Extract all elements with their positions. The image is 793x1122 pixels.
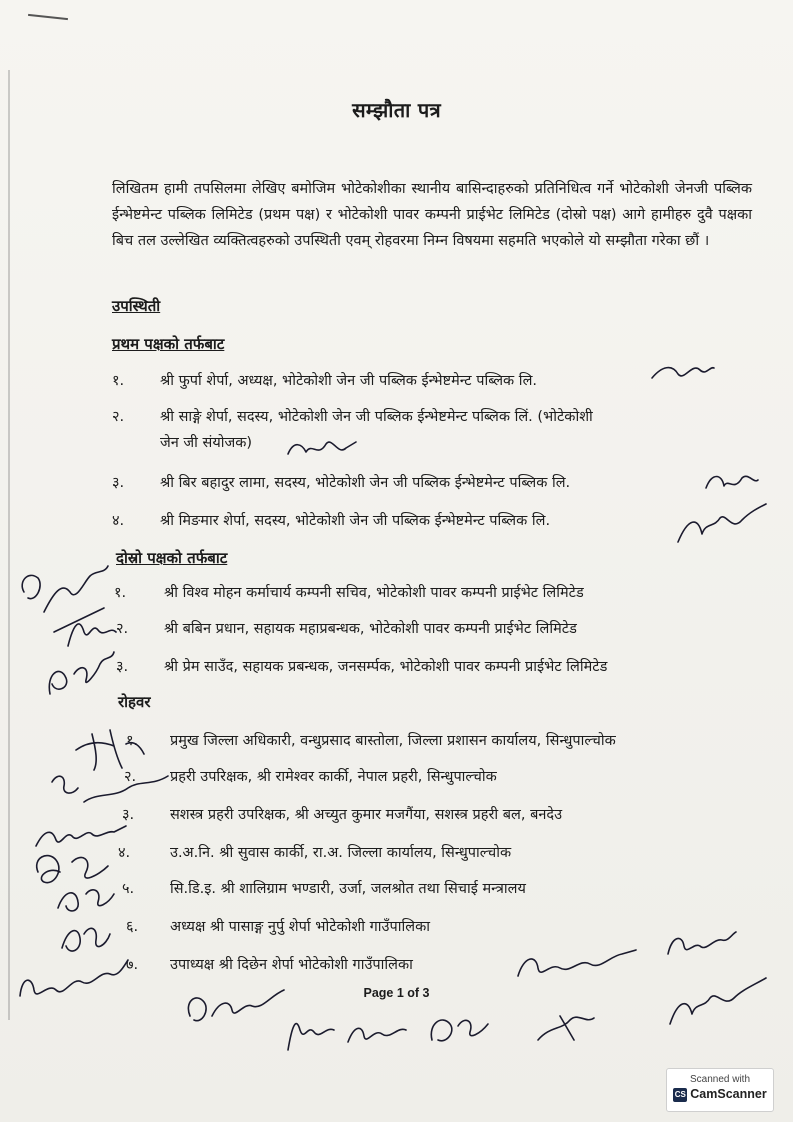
signature-bottom-1: [510, 940, 640, 990]
signature-bottom-6: [424, 1000, 494, 1050]
party1-heading: प्रथम पक्षको तर्फबाट: [112, 335, 225, 353]
page-number: Page 1 of 3: [363, 986, 430, 1000]
attendance-heading: उपस्थिती: [112, 297, 161, 315]
signature-party1-1: [648, 358, 718, 388]
item-text: श्री साङ्गे शेर्पा, सदस्य, भोटेकोशी जेन जी पब्लिक ईन्भेष्टमेन्ट पब्लिक लिं. (भोटेकोशी: [160, 409, 593, 425]
item-number: १.: [112, 373, 125, 389]
item-number: ३.: [122, 807, 135, 823]
witness-heading: रोहवर: [118, 693, 151, 711]
signature-witness-7: [12, 946, 132, 1016]
item-number: ७.: [126, 957, 139, 973]
item-text: श्री फुर्पा शेर्पा, अध्यक्ष, भोटेकोशी जेन जी पब्लिक ईन्भेष्टमेन्ट पब्लिक लि.: [160, 373, 538, 389]
signature-party1-4: [672, 498, 772, 552]
item-text: श्री प्रेम साउँद, सहायक प्रबन्धक, जनसर्म्पक, भोटेकोशी पावर कम्पनी प्राईभेट लिमिटेड: [164, 659, 608, 675]
item-number: २.: [116, 621, 129, 637]
badge-brand: CamScanner: [690, 1087, 767, 1101]
item-number: २.: [112, 409, 125, 425]
signature-bottom-4: [280, 1006, 340, 1056]
item-text: प्रहरी उपरिक्षक, श्री रामेश्वर कार्की, नेपाल प्रहरी, सिन्धुपाल्चोक: [170, 769, 497, 785]
party2-heading: दोस्रो पक्षको तर्फबाट: [116, 549, 228, 567]
signature-bottom-2: [660, 924, 740, 964]
item-text-continued: जेन जी संयोजक): [160, 435, 253, 451]
item-number: ३.: [116, 659, 129, 675]
signature-party2-3: [40, 644, 120, 704]
corner-mark: [28, 14, 68, 20]
item-text: सि.डि.इ. श्री शालिग्राम भण्डारी, उर्जा, जलश्रोत तथा सिचाई मन्त्रालय: [170, 881, 526, 897]
intro-paragraph: लिखितम हामी तपसिलमा लेखिए बमोजिम भोटेकोशीका स्थानीय बासिन्दाहरुको प्रतिनिधित्व गर्ने भोटेकोशी जेनजी पब्लिक ईन्भेष्टमेन्ट पब्लिक लिमिटेड (प्रथम पक्ष) र भोटेकोशी पावर कम्पनी प्राईभेट लिमिटेड (दोस्रो पक्ष) आगे हामीहरु दुवै पक्षका बिच तल उल्लेखित व्यक्तित्वहरुको उपस्थिती एवम् रोहवरमा निम्न विषयमा सहमति भएकोले यो सम्झौता गरेका छौं ।: [112, 181, 752, 249]
item-number: १.: [114, 585, 127, 601]
signature-party1-3: [702, 466, 762, 500]
item-text: श्री मिङमार शेर्पा, सदस्य, भोटेकोशी जेन जी पब्लिक ईन्भेष्टमेन्ट पब्लिक लि.: [160, 513, 551, 529]
item-text: उपाध्यक्ष श्री दिछेन शेर्पा भोटेकोशी गाउँपालिका: [170, 957, 413, 973]
item-text: श्री बबिन प्रधान, सहायक महाप्रबन्धक, भोटेकोशी पावर कम्पनी प्राईभेट लिमिटेड: [164, 621, 577, 637]
signature-bottom-7: [530, 1000, 610, 1050]
item-number: ४.: [118, 845, 131, 861]
badge-line2: [667, 1087, 773, 1102]
signature-bottom-8: [662, 970, 772, 1034]
item-number: ६.: [126, 919, 139, 935]
signature-party1-2: [282, 430, 362, 466]
item-text: सशस्त्र प्रहरी उपरिक्षक, श्री अच्युत कुमार मजगैंया, सशस्त्र प्रहरी बल, बनदेउ: [170, 807, 563, 823]
item-number: २.: [124, 769, 137, 785]
item-number: ४.: [112, 513, 125, 529]
camscanner-icon: CS: [673, 1088, 687, 1102]
document-title: सम्झौता पत्र: [352, 98, 441, 122]
item-text: श्री बिर बहादुर लामा, सदस्य, भोटेकोशी जेन जी पब्लिक ईन्भेष्टमेन्ट पब्लिक लि.: [160, 475, 571, 491]
badge-line1: Scanned with: [689, 1074, 751, 1085]
item-number: ५.: [122, 881, 135, 897]
signature-bottom-3: [180, 976, 290, 1036]
item-number: १.: [126, 733, 139, 749]
camscanner-badge: [666, 1068, 774, 1112]
item-text: अध्यक्ष श्री पासाङ्ग नुर्पु शेर्पा भोटेकोशी गाउँपालिका: [170, 919, 430, 935]
signature-witness-2: [44, 762, 174, 822]
item-text: प्रमुख जिल्ला अधिकारी, वन्धुप्रसाद बास्तोला, जिल्ला प्रशासन कार्यालय, सिन्धुपाल्चोक: [170, 733, 616, 749]
item-text: उ.अ.नि. श्री सुवास कार्की, रा.अ. जिल्ला कार्यालय, सिन्धुपाल्चोक: [170, 845, 512, 861]
page-fold-line: [8, 70, 10, 1020]
signature-bottom-5: [342, 1012, 412, 1052]
item-number: ३.: [112, 475, 125, 491]
item-text: श्री विश्व मोहन कर्माचार्य कम्पनी सचिव, भोटेकोशी पावर कम्पनी प्राईभेट लिमिटेड: [164, 585, 584, 601]
